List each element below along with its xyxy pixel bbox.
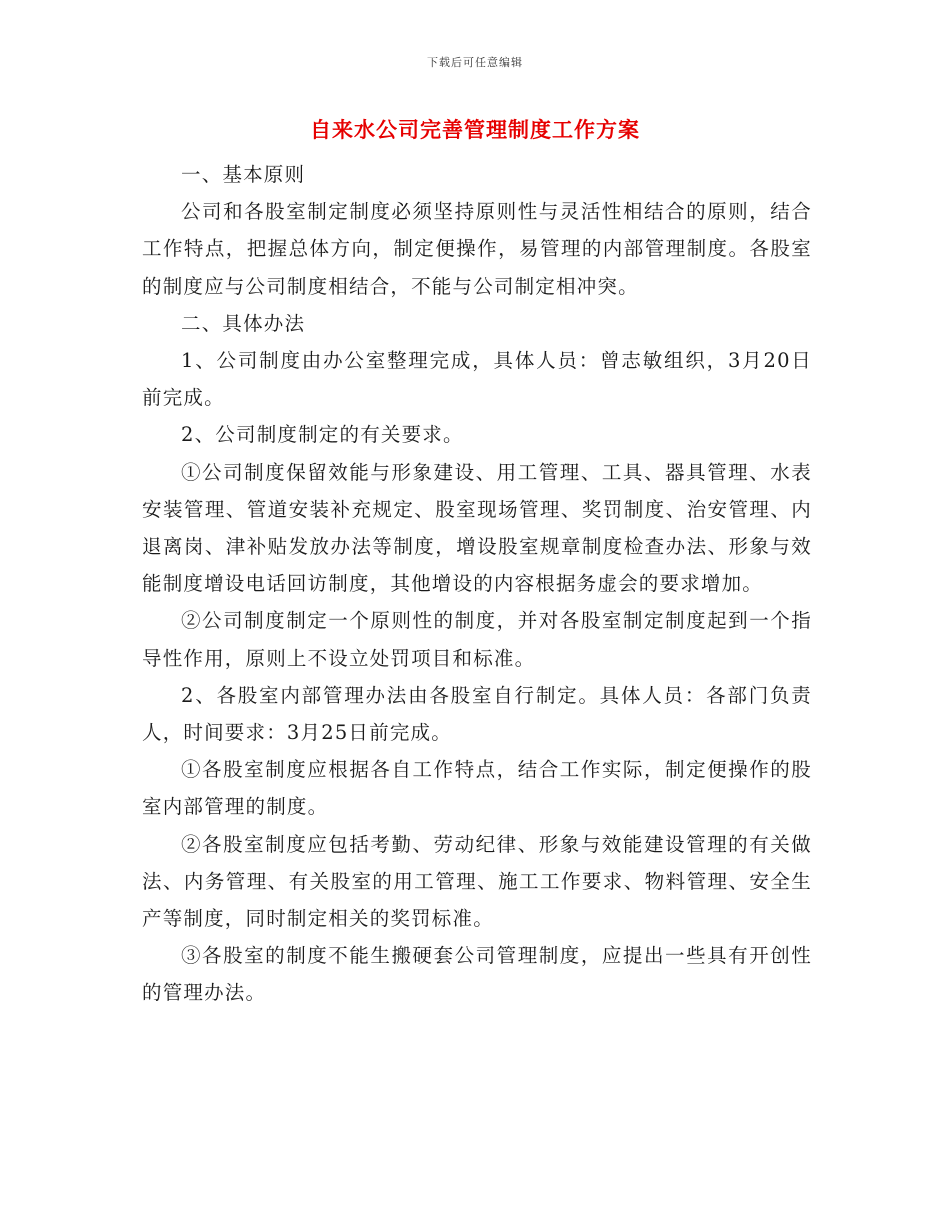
- document-body: [142, 156, 812, 1012]
- section-heading-specific-methods: 二、具体办法: [181, 311, 306, 335]
- document-title: 自来水公司完善管理制度工作方案: [310, 118, 640, 142]
- paragraph: 2、公司制度制定的有关要求。: [181, 423, 464, 447]
- paragraph: ①公司制度保留效能与形象建设、用工管理、工具、器具管理、水表安装管理、管道安装补充规定、股室现场管理、奖罚制度、治安管理、内退离岗、津补贴发放办法等制度，增设股室规章制度检查办法、形象与效能制度增设电话回访制度，其他增设的内容根据务虚会的要求增加。: [142, 460, 812, 596]
- paragraph: ②各股室制度应包括考勤、劳动纪律、形象与效能建设管理的有关做法、内务管理、有关股室的用工管理、施工工作要求、物料管理、安全生产等制度，同时制定相关的奖罚标准。: [142, 832, 812, 931]
- paragraph: 2、各股室内部管理办法由各股室自行制定。具体人员：各部门负责人，时间要求：3月25日前完成。: [142, 683, 812, 745]
- header-note: 下载后可任意编辑: [427, 56, 523, 69]
- paragraph: ②公司制度制定一个原则性的制度，并对各股室制定制度起到一个指导性作用，原则上不设立处罚项目和标准。: [142, 609, 812, 670]
- paragraph: ③各股室的制度不能生搬硬套公司管理制度，应提出一些具有开创性的管理办法。: [142, 944, 812, 1005]
- paragraph: ①各股室制度应根据各自工作特点，结合工作实际，制定便操作的股室内部管理的制度。: [142, 758, 812, 819]
- paragraph: 公司和各股室制定制度必须坚持原则性与灵活性相结合的原则，结合工作特点，把握总体方向，制定便操作，易管理的内部管理制度。各股室的制度应与公司制度相结合，不能与公司制定相冲突。: [142, 200, 812, 298]
- section-heading-basic-principles: 一、基本原则: [181, 163, 306, 186]
- paragraph: 1、公司制度由办公室整理完成，具体人员：曾志敏组织，3月20日前完成。: [142, 349, 812, 410]
